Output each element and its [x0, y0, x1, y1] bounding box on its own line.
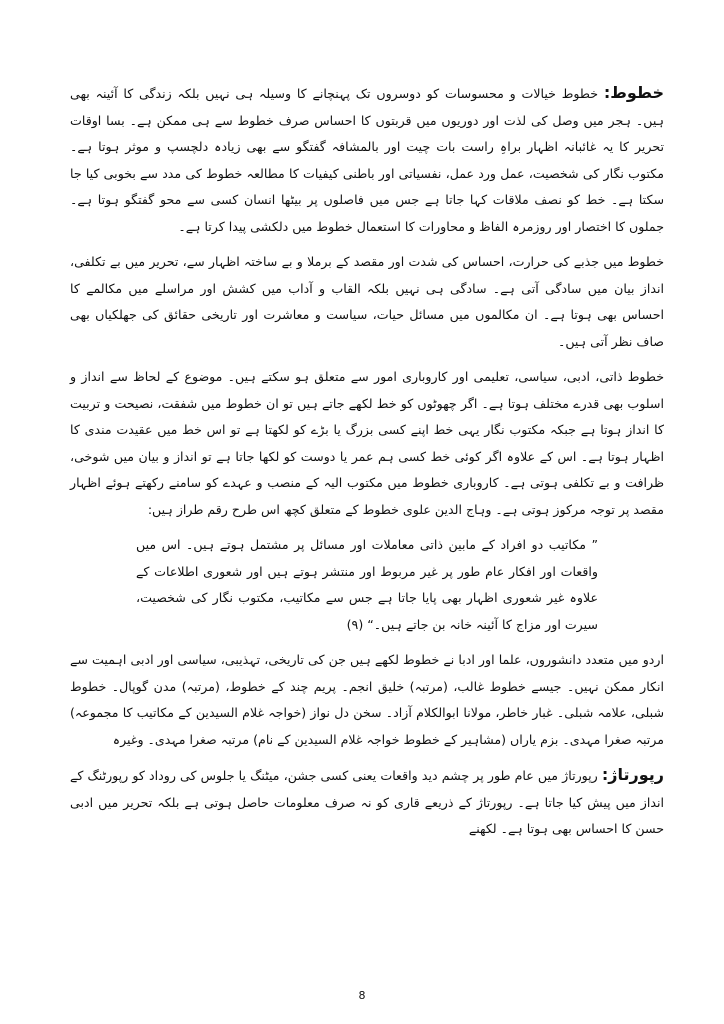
term-khutoot: خطوط: — [603, 83, 664, 102]
khutoot-paragraph-4: اردو میں متعدد دانشوروں، علما اور ادبا نے خطوط لکھے ہیں جن کی تاریخی، تہذیبی، سیاسی اور ادبی اہمیت سے انکار ممکن نہیں۔ جیسے خطوط غالب، (مرتبہ) خلیق انجم۔ پریم چند کے خطوط، (مرتبہ) مدن گوپال۔ خطوط شبلی، علامہ شبلی۔ غبار خاطر، مولانا ابوالکلام آزاد۔ سخن دل نواز (خواجہ غلام السیدین کے مکاتیب کا مجموعہ) مرتبہ صغرا مہدی۔ بزم یاراں (مشاہیر کے خطوط خواجہ غلام السیدین کے نام) مرتبہ صغرا مہدی۔ وغیرہ — [70, 652, 664, 747]
khutoot-paragraph-2: خطوط میں جذبے کی حرارت، احساس کی شدت اور مقصد کے برملا و بے ساختہ اظہار سے، تحریر میں بے تکلفی، انداز بیان میں سادگی آتی ہے۔ سادگی ہی نہیں بلکہ القاب و آداب میں کشش اور مراسلے میں مکالمے کا احساس بھی ہوتا ہے۔ ان مکالموں میں مسائل حیات، سیاست و معاشرت اور تاریخی حقائق کی جھلکیاں بھی صاف نظر آتی ہیں۔ — [70, 254, 664, 349]
reportaj-text: رپورتاژ میں عام طور پر چشم دید واقعات یعنی کسی جشن، میٹنگ یا جلوس کی روداد کو رپورٹنگ کے انداز میں پیش کیا جاتا ہے۔ رپورتاژ کے ذریعے قاری کو نہ صرف معلومات حاصل ہوتی ہے بلکہ تحریر میں ادبی حسن کا احساس بھی ہوتا ہے۔ لکھنے — [70, 768, 664, 836]
khutoot-paragraph-3: خطوط ذاتی، ادبی، سیاسی، تعلیمی اور کاروباری امور سے متعلق ہو سکتے ہیں۔ موضوع کے لحاظ سے انداز و اسلوب بھی قدرے مختلف ہوتا ہے۔ اگر چھوٹوں کو خط لکھے جاتے ہیں تو ان خطوط میں شفقت، نصیحت و تربیت کا انداز ہوتا ہے جبکہ مکتوب نگار یہی خط اپنے کسی بزرگ یا بڑے کو لکھتا ہے تو اس خط میں عقیدت مندی کا اظہار ہوتا ہے۔ اس کے علاوہ اگر کوئی خط کسی ہم عمر یا دوست کو لکھا جاتا ہے تو انداز و بیان میں شوخی، ظرافت و بے تکلفی ہوتی ہے۔ کاروباری خطوط میں مکتوب الیہ کے منصب و عہدے کو سامنے رکھتے ہوئے اظہار مقصد پر توجہ مرکوز ہوتی ہے۔ وہاج الدین علوی خطوط کے متعلق کچھ اس طرح رقم طراز ہیں: — [70, 369, 664, 517]
page-number: 8 — [358, 989, 366, 1002]
reportaj-paragraph — [70, 762, 664, 843]
khutoot-intro-text: خطوط خیالات و محسوسات کو دوسروں تک پہنچانے کا وسیلہ ہی نہیں بلکہ زندگی کا آئینہ بھی ہیں۔ ہجر میں وصل کی لذت اور دوریوں میں قربتوں کا احساس صرف خطوط سے ہی ممکن ہے۔ بسا اوقات تحریر کا یہ غائبانہ اظہار براہِ راست بات چیت اور بالمشافہ گفتگو سے بھی زیادہ دلچسپ و موثر ہوتا ہے۔ مکتوب نگار کی شخصیت، عمل ورد عمل، نفسیاتی اور باطنی کیفیات کا مطالعہ خطوط کی مدد سے بخوبی کیا جا سکتا ہے۔ خط کو نصف ملاقات کہا جاتا ہے جس میں فاصلوں پر بیٹھا انسان کسی سے محو گفتگو ہوتا ہے۔ جملوں کا اختصار اور روزمرہ الفاظ و محاورات کا استعمال خطوط میں دلکشی پیدا کرتا ہے۔ — [70, 86, 664, 234]
term-reportaj: رپورتاژ: — [601, 765, 664, 784]
block-quote: ” مکاتیب دو افراد کے مابین ذاتی معاملات اور مسائل پر مشتمل ہوتے ہیں۔ اس میں واقعات اور افکار عام طور پر غیر مربوط اور منتشر ہوتے ہیں اور شعوری اطلاعات کے علاوہ غیر شعوری اظہار بھی پایا جاتا ہے جس سے مکاتیب، مکتوب نگار کی شخصیت، سیرت اور مزاج کا آئینہ خانہ بن جاتے ہیں۔“ (۹) — [136, 537, 598, 632]
document-body — [70, 80, 664, 984]
khutoot-intro-paragraph — [70, 80, 664, 240]
